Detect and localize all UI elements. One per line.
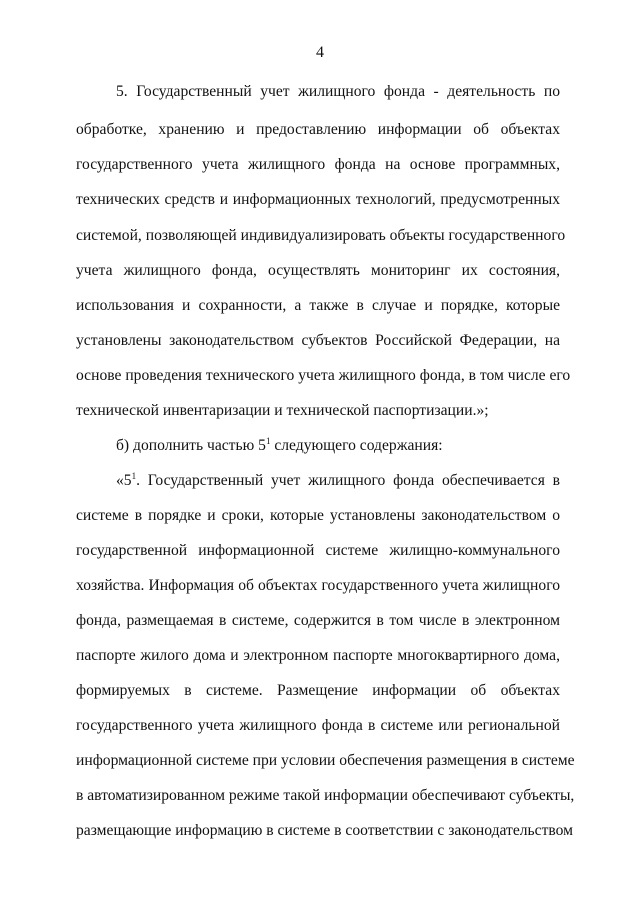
paragraph-line: системе в порядке и сроки, которые установлены законодательством о [76,507,560,524]
paragraph-line: хозяйства. Информация об объектах государственного учета жилищного [76,577,560,594]
superscript: 1 [131,471,137,481]
paragraph-first-line [116,471,560,491]
paragraph-number: «5 [116,472,132,489]
paragraph-line: технических средств и информационных технологий, предусмотренных [76,191,560,208]
paragraph-line: размещающие информацию в системе в соответствии с законодательством [76,822,574,839]
paragraph-line: государственного учета жилищного фонда на основе программных, [76,156,560,173]
superscript: 1 [265,436,271,446]
paragraph-line: установлены законодательством субъектов Российской Федерации, на [76,332,560,349]
paragraph-line: формируемых в системе. Размещение информации об объектах [76,682,560,699]
paragraph-line: использования и сохранности, а также в случае и порядке, которые [76,297,560,314]
paragraph-line: фонда, размещаемая в системе, содержится в том числе в электронном [76,612,560,629]
paragraph-line: технической инвентаризации и технической паспортизации.»; [76,402,489,419]
amendment-text: следующего содержания: [270,437,443,454]
paragraph-line: в автоматизированном режиме такой информации обеспечивают субъекты, [76,787,575,804]
paragraph-line: государственного учета жилищного фонда в системе или региональной [76,717,560,734]
paragraph-line: учета жилищного фонда, осуществлять мониторинг их состояния, [76,262,560,279]
paragraph-line: паспорте жилого дома и электронном паспорте многоквартирного дома, [76,647,560,664]
paragraph-line: основе проведения технического учета жилищного фонда, в том числе его [76,367,571,384]
paragraph-line: государственной информационной системе жилищно-коммунального [76,542,560,559]
paragraph-line: 5. Государственный учет жилищного фонда - деятельность по [116,83,560,100]
paragraph-line: обработке, хранению и предоставлению информации об объектах [76,121,560,138]
page-number: 4 [316,44,324,61]
paragraph-line: системой, позволяющей индивидуализировать объекты государственного [76,227,566,244]
paragraph-6-amendment [116,436,560,456]
paragraph-text: . Государственный учет жилищного фонда обеспечивается в [136,472,560,489]
paragraph-line: информационной системе при условии обеспечения размещения в системе [76,752,575,769]
amendment-text: б) дополнить частью 5 [116,437,266,454]
